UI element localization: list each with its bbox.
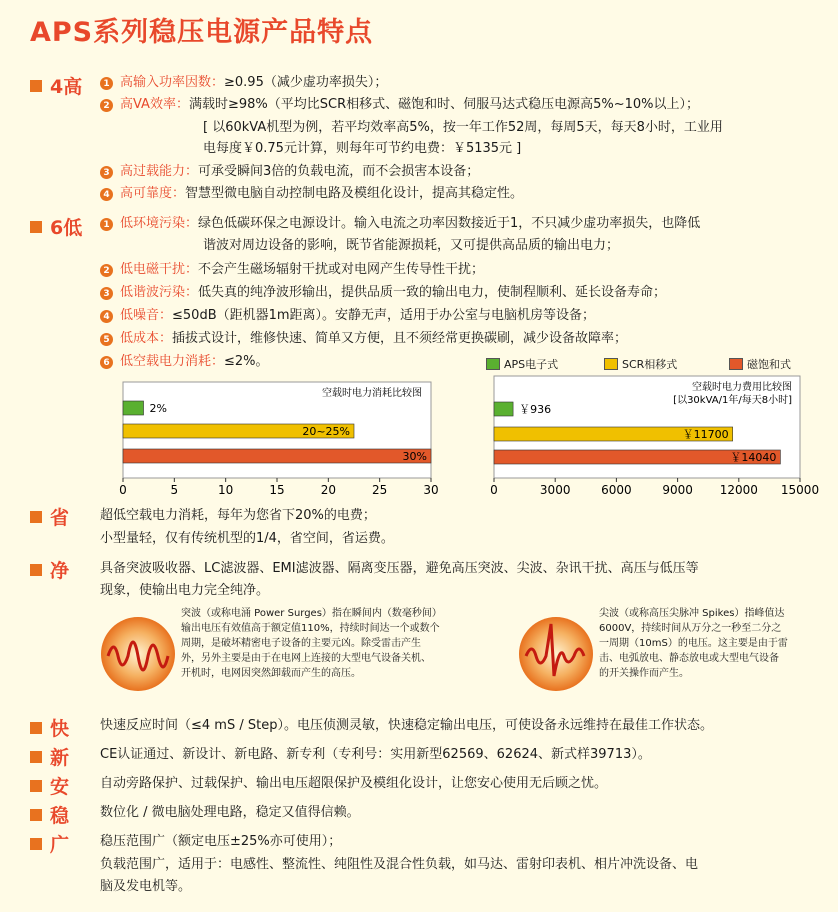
bar-label: ￥11700 bbox=[682, 428, 729, 441]
bar-1 bbox=[123, 401, 144, 415]
section-safe-header bbox=[30, 772, 69, 799]
item-label: 高VA效率： bbox=[120, 97, 189, 112]
bar-label: ￥936 bbox=[519, 403, 552, 416]
item-label: 高可靠度： bbox=[120, 186, 186, 201]
legend-label: 磁饱和式 bbox=[747, 358, 791, 371]
item-text: 插拔式设计，维修快速、简单又方便，且不须经常更换碳刷，减少设备故障率； bbox=[172, 331, 628, 346]
legend-scr bbox=[604, 356, 677, 372]
section-new-header bbox=[30, 743, 69, 770]
num-5-icon: 5 bbox=[100, 333, 113, 346]
num-1-icon: 1 bbox=[100, 218, 113, 231]
bullet-square-icon bbox=[30, 80, 42, 92]
tick-label: 6000 bbox=[601, 483, 632, 496]
section-head-text: 净 bbox=[50, 560, 70, 582]
power-consumption-chart bbox=[100, 378, 445, 496]
bar-3 bbox=[123, 449, 431, 463]
fast-text: 快速反应时间（≤4 mS / Step）。电压侦测灵敏，快速稳定输出电压，可使设备永远维持在最佳工作状态。 bbox=[100, 718, 713, 733]
item-text: 低失真的纯净波形输出，提供品质一致的输出电力，使制程顺利、延长设备寿命； bbox=[198, 285, 667, 300]
page-title: APS系列稳压电源产品特点 bbox=[30, 17, 374, 48]
item-label: 低电磁干扰： bbox=[120, 262, 199, 277]
tick-label: 12000 bbox=[719, 483, 758, 496]
tick-label: 30 bbox=[423, 483, 439, 496]
bullet-square-icon bbox=[30, 809, 42, 821]
wide-text-3: 脑及发电机等。 bbox=[100, 879, 192, 894]
tick-label: 15000 bbox=[780, 483, 820, 496]
num-4-icon: 4 bbox=[100, 310, 113, 323]
chart-title: 空载时电力消耗比较图 bbox=[322, 388, 422, 399]
item-text: 绿色低碳环保之电源设计。输入电流之功率因数接近于1，不只减少虚功率损失，也降低 bbox=[198, 216, 701, 231]
sec6-item-5 bbox=[120, 330, 627, 348]
item-text: 满载时≥98%（平均比SCR相移式、磁饱和时、伺服马达式稳压电源高5%~10%以上）； bbox=[188, 97, 700, 112]
section-stable-header bbox=[30, 801, 69, 828]
chart-title: 空载时电力费用比较图 bbox=[692, 382, 792, 393]
bar-1 bbox=[494, 402, 513, 416]
save-text-2: 小型量轻，仅有传统机型的1/4，省空间，省运费。 bbox=[100, 531, 394, 546]
item-label: 低谐波污染： bbox=[120, 285, 199, 300]
surge-wave-icon bbox=[100, 616, 176, 692]
tick-label: 20 bbox=[320, 483, 336, 496]
tick-label: 0 bbox=[119, 483, 127, 496]
item-text: 不会产生磁场辐射干扰或对电网产生传导性干扰； bbox=[198, 262, 485, 277]
surge-note: 突波（或称电涌 Power Surges）指在瞬间内（数毫秒间） 输出电压有效值高于额定值110%，持续时间达一个或数个 周期，是破坏精密电子设备的主要元凶。除受雷击产生 外，另外主要是由于在电网上连接的大型电气设备关机、 开机时，电网因突然卸载而产生的高压。 bbox=[181, 608, 442, 679]
sec6-extra: 谐波对周边设备的影响，既节省能源损耗，又可提供高品质的输出电力； bbox=[203, 238, 620, 253]
section-head-text: 稳 bbox=[50, 805, 70, 827]
item-label: 低成本： bbox=[120, 331, 173, 346]
sec4-item-4 bbox=[120, 185, 523, 203]
save-text-1: 超低空载电力消耗，每年为您省下20%的电费； bbox=[100, 508, 376, 523]
bullet-square-icon bbox=[30, 780, 42, 792]
bar-label: 20~25% bbox=[302, 425, 350, 438]
tick-label: 3000 bbox=[539, 483, 571, 496]
section-wide-header bbox=[30, 830, 69, 857]
section-6-low-header bbox=[30, 213, 82, 240]
item-label: 低空载电力消耗： bbox=[120, 354, 225, 369]
num-4-icon: 4 bbox=[100, 188, 113, 201]
bar-label: 2% bbox=[149, 402, 167, 415]
spike-wave-icon bbox=[518, 616, 594, 692]
sec4-item-2 bbox=[120, 96, 699, 114]
legend-sat bbox=[729, 356, 791, 372]
sec6-item-2 bbox=[120, 261, 484, 279]
item-text: 可承受瞬间3倍的负载电流，而不会损害本设备； bbox=[198, 164, 480, 179]
bullet-square-icon bbox=[30, 838, 42, 850]
item-label: 高输入功率因数： bbox=[120, 75, 225, 90]
bar-label: 30% bbox=[402, 450, 427, 463]
spike-note: 尖波（或称高压尖脉冲 Spikes）指峰值达 6000V，持续时间从万分之一秒至二分之 一周期（10mS）的电压。这主要是由于雷 击、电弧放电、静态放电或大型电气设备 的开关操作而产生。 bbox=[599, 608, 788, 679]
tick-label: 0 bbox=[490, 483, 498, 496]
clean-text-1: 具备突波吸收器、LC滤波器、EMI滤波器、隔离变压器，避免高压突波、尖波、杂讯干扰、高压与低压等 bbox=[100, 561, 699, 576]
section-head-text: 快 bbox=[50, 718, 70, 740]
num-3-icon: 3 bbox=[100, 166, 113, 179]
sec6-item-6 bbox=[120, 353, 269, 371]
wide-text-2: 负载范围广，适用于：电感性、整流性、纯阻性及混合性负载，如马达、雷射印表机、相片冲洗设备、电 bbox=[100, 857, 699, 872]
sec4-item-1 bbox=[120, 74, 387, 92]
section-head-text: 广 bbox=[50, 834, 70, 856]
stable-text: 数位化 / 微电脑处理电路，稳定又值得信赖。 bbox=[100, 805, 360, 820]
clean-text-2: 现象，使输出电力完全纯净。 bbox=[100, 583, 270, 598]
sec4-item-3 bbox=[120, 163, 479, 181]
sec6-item-3 bbox=[120, 284, 666, 302]
item-text: ≤50dB（距机器1m距离）。安静无声，适用于办公室与电脑机房等设备； bbox=[172, 308, 596, 323]
sec4-extra-1: [ 以60kVA机型为例，若平均效率高5%，按一年工作52周，每周5天，每天8小时，工业用 bbox=[203, 120, 723, 135]
legend-label: SCR相移式 bbox=[622, 358, 678, 371]
num-2-icon: 2 bbox=[100, 264, 113, 277]
num-1-icon: 1 bbox=[100, 77, 113, 90]
tick-label: 5 bbox=[170, 483, 179, 496]
new-text: CE认证通过、新设计、新电路、新专利（专利号：实用新型62569、62624、新式样39713）。 bbox=[100, 747, 651, 762]
num-2-icon: 2 bbox=[100, 99, 113, 112]
item-text: 智慧型微电脑自动控制电路及模组化设计，提高其稳定性。 bbox=[185, 186, 524, 201]
section-fast-header bbox=[30, 714, 69, 741]
bullet-square-icon bbox=[30, 751, 42, 763]
num-3-icon: 3 bbox=[100, 287, 113, 300]
bullet-square-icon bbox=[30, 511, 42, 523]
section-save-header bbox=[30, 503, 69, 530]
legend-label: APS电子式 bbox=[504, 358, 559, 371]
legend-aps bbox=[486, 356, 558, 372]
wide-text-1: 稳压范围广（额定电压±25%亦可使用）； bbox=[100, 834, 342, 849]
section-head-text: 6低 bbox=[50, 217, 83, 239]
legend-swatch-icon bbox=[729, 358, 743, 370]
tick-label: 9000 bbox=[662, 483, 693, 496]
tick-label: 10 bbox=[218, 483, 234, 496]
item-text: ≥0.95（减少虚功率损失）； bbox=[224, 75, 388, 90]
section-head-text: 新 bbox=[50, 747, 70, 769]
sec6-item-1 bbox=[120, 215, 700, 233]
chart-subtitle: [以30kVA/1年/每天8小时] bbox=[673, 395, 792, 406]
num-6-icon: 6 bbox=[100, 356, 113, 369]
bullet-square-icon bbox=[30, 564, 42, 576]
sec6-item-4 bbox=[120, 307, 595, 325]
bullet-square-icon bbox=[30, 221, 42, 233]
tick-label: 15 bbox=[269, 483, 285, 496]
item-label: 低噪音： bbox=[120, 308, 173, 323]
safe-text: 自动旁路保护、过载保护、输出电压超限保护及模组化设计，让您安心使用无后顾之忧。 bbox=[100, 776, 608, 791]
item-label: 低环境污染： bbox=[120, 216, 199, 231]
item-label: 高过载能力： bbox=[120, 164, 199, 179]
sec4-extra-2: 电每度￥0.75元计算，则每年可节约电费：￥5135元 ] bbox=[203, 141, 522, 156]
legend-swatch-icon bbox=[604, 358, 618, 370]
power-cost-chart bbox=[476, 374, 821, 496]
item-text: ≤2%。 bbox=[224, 354, 269, 369]
bullet-square-icon bbox=[30, 722, 42, 734]
legend-swatch-icon bbox=[486, 358, 500, 370]
bar-label: ￥14040 bbox=[730, 451, 777, 464]
section-head-text: 安 bbox=[50, 776, 70, 798]
section-head-text: 4高 bbox=[50, 76, 83, 98]
section-head-text: 省 bbox=[50, 507, 70, 529]
section-clean-header bbox=[30, 556, 69, 583]
tick-label: 25 bbox=[372, 483, 388, 496]
section-4-high-header bbox=[30, 72, 82, 99]
